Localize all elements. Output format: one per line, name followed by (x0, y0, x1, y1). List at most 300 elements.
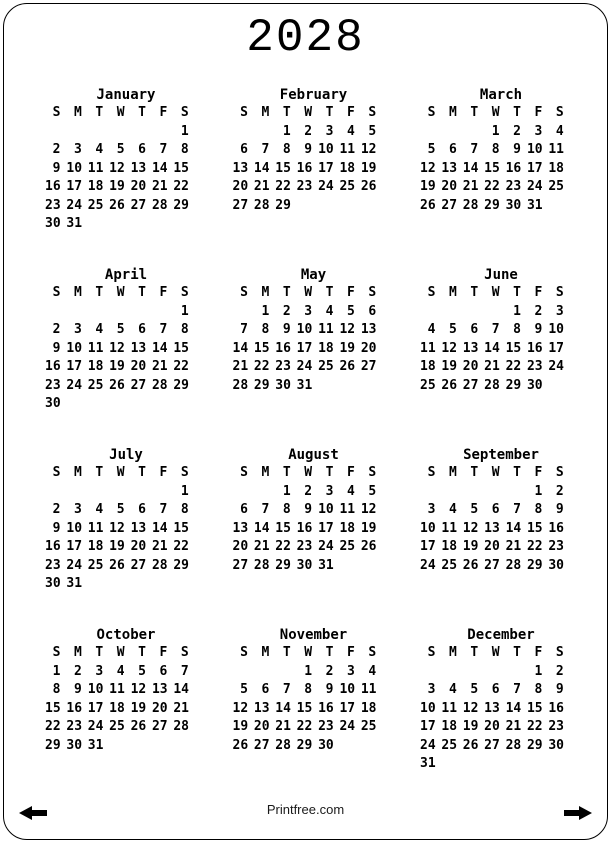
weekday-header-cell: T (282, 465, 291, 480)
day-cell: 28 (253, 557, 270, 573)
day-cell: 13 (130, 340, 147, 356)
weekday-header-row (233, 284, 383, 303)
day-cell: 3 (427, 682, 436, 697)
day-cell: 2 (555, 483, 564, 499)
empty-day-cell (463, 663, 484, 682)
day-cell: 11 (441, 520, 458, 536)
day-cell: 18 (441, 719, 458, 734)
week-row (420, 340, 570, 359)
day-cell: 22 (275, 179, 291, 194)
week-row (45, 557, 195, 576)
day-cell: 5 (368, 483, 377, 499)
day-cell: 7 (282, 682, 291, 697)
empty-day-cell (361, 377, 382, 396)
day-cell: 3 (325, 483, 334, 499)
week-row (420, 663, 570, 682)
day-cell: 1 (304, 663, 313, 679)
day-cell: 15 (45, 700, 61, 716)
day-cell: 13 (232, 160, 249, 176)
day-cell: 17 (420, 539, 436, 554)
weekday-header-cell: S (240, 465, 248, 480)
week-row (233, 663, 383, 682)
day-cell: 19 (109, 179, 125, 194)
week-row (233, 178, 383, 197)
week-row (45, 160, 195, 179)
day-cell: 18 (318, 340, 334, 356)
day-cell: 22 (173, 359, 189, 374)
empty-day-cell (173, 395, 194, 414)
day-cell: 7 (513, 502, 521, 517)
day-cell: 4 (95, 322, 104, 337)
empty-day-cell (131, 303, 152, 322)
day-cell: 28 (484, 377, 500, 393)
day-cell: 26 (109, 197, 125, 213)
month-title: April (104, 267, 148, 283)
day-cell: 24 (420, 557, 436, 573)
week-row (45, 483, 195, 502)
day-cell: 20 (130, 539, 147, 554)
week-row (233, 520, 383, 539)
day-cell: 24 (526, 179, 543, 194)
day-cell: 30 (526, 377, 543, 393)
day-cell: 20 (253, 719, 270, 734)
day-cell: 8 (282, 502, 291, 517)
day-cell: 8 (534, 502, 543, 517)
empty-day-cell (548, 755, 569, 774)
day-cell: 10 (296, 322, 313, 337)
empty-day-cell (361, 737, 382, 756)
day-cell: 10 (318, 142, 334, 157)
month-title: March (479, 87, 523, 103)
weekday-header-cell: W (116, 645, 125, 660)
day-cell: 11 (420, 340, 436, 356)
day-cell: 6 (368, 303, 377, 319)
weekday-header-cell: T (138, 465, 146, 480)
day-cell: 9 (555, 502, 564, 517)
day-cell: 5 (427, 142, 436, 157)
week-row (45, 197, 195, 216)
day-cell: 26 (360, 539, 377, 554)
day-cell: 11 (87, 520, 104, 536)
weekday-header-cell: T (138, 645, 146, 660)
weekday-header-cell: T (325, 105, 334, 120)
empty-day-cell (45, 483, 66, 502)
empty-day-cell (339, 377, 360, 396)
empty-day-cell (66, 483, 87, 502)
day-cell: 9 (52, 340, 61, 356)
day-cell: 18 (87, 359, 104, 374)
right-arrow-icon (564, 806, 592, 820)
empty-day-cell (45, 303, 66, 322)
empty-day-cell (152, 575, 173, 594)
weekday-header-cell: M (73, 465, 82, 480)
day-cell: 21 (505, 719, 522, 734)
day-cell: 5 (470, 682, 479, 697)
day-cell: 29 (484, 197, 500, 213)
day-cell: 30 (66, 737, 83, 753)
day-cell: 18 (548, 160, 564, 176)
day-cell: 7 (261, 502, 270, 517)
week-row (233, 483, 383, 502)
day-cell: 7 (261, 142, 270, 157)
day-cell: 22 (275, 539, 291, 554)
day-cell: 6 (448, 142, 457, 157)
day-cell: 8 (282, 142, 291, 157)
week-row (420, 681, 570, 700)
day-cell: 13 (462, 340, 479, 356)
day-cell: 26 (109, 377, 125, 393)
day-cell: 8 (513, 322, 521, 337)
day-cell: 6 (138, 322, 146, 337)
day-cell: 28 (462, 197, 479, 213)
empty-day-cell (463, 123, 484, 142)
next-year-button[interactable] (564, 806, 592, 820)
empty-day-cell (173, 737, 194, 756)
empty-day-cell (173, 575, 194, 594)
day-cell: 9 (282, 322, 291, 337)
day-cell: 16 (296, 520, 313, 536)
day-cell: 24 (339, 719, 356, 734)
empty-day-cell (109, 303, 130, 322)
weekday-header-cell: F (534, 105, 543, 120)
day-cell: 22 (526, 539, 543, 554)
day-cell: 13 (484, 520, 500, 536)
day-cell: 29 (173, 197, 189, 213)
day-cell: 16 (548, 700, 564, 716)
day-cell: 2 (304, 123, 313, 139)
day-cell: 2 (52, 502, 61, 517)
day-cell: 9 (73, 682, 82, 697)
day-cell: 3 (73, 142, 82, 157)
day-cell: 14 (462, 160, 479, 176)
day-cell: 4 (555, 123, 564, 139)
day-cell: 9 (555, 682, 564, 697)
day-cell: 2 (282, 303, 291, 319)
day-cell: 25 (441, 557, 458, 573)
weekday-header-cell: T (282, 645, 291, 660)
day-cell: 13 (441, 160, 458, 176)
day-cell: 5 (240, 682, 248, 697)
empty-day-cell (548, 197, 569, 216)
month-title: February (279, 87, 348, 103)
day-cell: 26 (462, 557, 479, 573)
day-cell: 8 (52, 682, 61, 697)
empty-day-cell (233, 123, 254, 142)
day-cell: 8 (534, 682, 543, 697)
empty-day-cell (88, 303, 109, 322)
day-cell: 18 (87, 179, 104, 194)
weekday-header-cell: M (448, 645, 457, 660)
weekday-header-cell: W (304, 465, 313, 480)
day-cell: 27 (360, 359, 377, 374)
day-cell: 1 (180, 303, 189, 319)
day-cell: 13 (151, 682, 168, 697)
weekday-header-cell: F (159, 645, 168, 660)
empty-day-cell (339, 557, 360, 576)
day-cell: 22 (253, 359, 270, 374)
weekday-header-cell: T (513, 645, 521, 660)
day-cell: 1 (282, 483, 291, 499)
day-cell: 25 (548, 179, 564, 194)
day-cell: 6 (470, 322, 479, 337)
weekday-header-row (420, 104, 570, 123)
day-cell: 6 (491, 502, 500, 517)
week-row (45, 700, 195, 719)
empty-day-cell (152, 737, 173, 756)
empty-day-cell (361, 557, 382, 576)
empty-day-cell (152, 123, 173, 142)
day-cell: 6 (159, 663, 168, 679)
week-row (233, 557, 383, 576)
weekday-header-cell: M (261, 465, 270, 480)
day-cell: 18 (339, 160, 356, 176)
day-cell: 22 (173, 539, 189, 554)
day-cell: 11 (441, 700, 458, 716)
empty-day-cell (484, 663, 505, 682)
day-cell: 12 (109, 160, 125, 176)
day-cell: 18 (360, 700, 377, 716)
day-cell: 29 (526, 557, 543, 573)
week-row (233, 737, 383, 756)
day-cell: 10 (66, 160, 83, 176)
empty-day-cell (131, 483, 152, 502)
day-cell: 2 (325, 663, 334, 679)
week-row (420, 321, 570, 340)
day-cell: 21 (484, 359, 500, 374)
day-cell: 21 (462, 179, 479, 194)
day-cell: 10 (548, 322, 564, 337)
day-cell: 17 (296, 340, 313, 356)
day-cell: 13 (130, 520, 147, 536)
month-title: August (288, 447, 339, 463)
week-row (420, 538, 570, 557)
month-december (420, 626, 570, 806)
day-cell: 16 (66, 700, 83, 716)
day-cell: 13 (232, 520, 249, 536)
day-cell: 1 (513, 303, 521, 319)
week-row (233, 718, 383, 737)
empty-day-cell (66, 303, 87, 322)
day-cell: 15 (526, 700, 543, 716)
day-cell: 24 (296, 359, 313, 374)
week-row (233, 538, 383, 557)
weekday-header-cell: T (282, 105, 291, 120)
day-cell: 25 (109, 719, 125, 734)
day-cell: 27 (462, 377, 479, 393)
day-cell: 12 (360, 142, 377, 157)
day-cell: 8 (180, 502, 189, 517)
day-cell: 30 (45, 396, 61, 411)
empty-day-cell (152, 215, 173, 234)
weekday-header-cell: S (240, 105, 248, 120)
month-title: December (467, 627, 535, 643)
empty-day-cell (109, 123, 130, 142)
weekday-header-row (45, 284, 195, 303)
day-cell: 5 (116, 142, 125, 157)
day-cell: 23 (548, 719, 564, 734)
day-cell: 5 (116, 502, 125, 517)
day-cell: 11 (360, 682, 377, 697)
weekday-header-cell: T (470, 105, 479, 120)
day-cell: 31 (420, 756, 436, 771)
weekday-header-cell: W (116, 105, 125, 120)
day-cell: 15 (173, 340, 189, 356)
weekday-header-cell: F (159, 105, 168, 120)
day-cell: 25 (87, 557, 104, 573)
day-cell: 27 (130, 197, 147, 213)
empty-day-cell (66, 395, 87, 414)
day-cell: 20 (151, 700, 168, 716)
day-cell: 4 (325, 303, 334, 319)
day-cell: 8 (180, 142, 189, 157)
weekday-header-cell: T (470, 285, 479, 300)
week-row (420, 755, 570, 774)
week-row (45, 501, 195, 520)
day-cell: 2 (52, 322, 61, 337)
day-cell: 17 (420, 719, 436, 734)
week-row (45, 663, 195, 682)
day-cell: 20 (360, 340, 377, 356)
day-cell: 17 (548, 340, 564, 356)
day-cell: 16 (45, 359, 61, 374)
day-cell: 27 (130, 377, 147, 393)
day-cell: 5 (448, 322, 457, 337)
day-cell: 25 (87, 197, 104, 213)
day-cell: 1 (261, 303, 270, 319)
weekday-header-cell: S (52, 465, 61, 480)
day-cell: 29 (275, 557, 291, 573)
weekday-header-cell: M (73, 645, 82, 660)
week-row (45, 718, 195, 737)
week-row (420, 358, 570, 377)
week-row (420, 377, 570, 396)
weekday-header-cell: M (261, 105, 270, 120)
day-cell: 16 (318, 700, 334, 716)
empty-day-cell (66, 123, 87, 142)
empty-day-cell (441, 663, 462, 682)
weekday-header-cell: M (73, 105, 82, 120)
day-cell: 10 (87, 682, 104, 697)
week-row (45, 520, 195, 539)
day-cell: 27 (484, 737, 500, 753)
weekday-header-row (45, 464, 195, 483)
day-cell: 28 (151, 377, 168, 393)
day-cell: 3 (95, 663, 104, 679)
month-march (420, 86, 570, 266)
weekday-header-cell: M (448, 285, 457, 300)
month-may (233, 266, 383, 446)
weekday-header-cell: F (347, 645, 355, 660)
weekday-header-cell: S (52, 105, 61, 120)
day-cell: 25 (318, 359, 334, 374)
empty-day-cell (45, 123, 66, 142)
empty-day-cell (339, 197, 360, 216)
week-row (420, 700, 570, 719)
day-cell: 21 (151, 179, 168, 194)
day-cell: 4 (347, 123, 355, 139)
weekday-header-cell: M (448, 105, 457, 120)
day-cell: 6 (240, 142, 248, 157)
week-row (233, 681, 383, 700)
day-cell: 30 (45, 216, 61, 231)
day-cell: 1 (180, 123, 189, 139)
weekday-header-cell: S (52, 285, 61, 300)
empty-day-cell (173, 215, 194, 234)
weekday-header-row (233, 644, 383, 663)
day-cell: 23 (45, 557, 61, 573)
day-cell: 6 (240, 502, 248, 517)
day-cell: 2 (534, 303, 543, 319)
week-row (45, 215, 195, 234)
empty-day-cell (484, 303, 505, 322)
day-cell: 28 (151, 197, 168, 213)
week-row (233, 377, 383, 396)
day-cell: 18 (339, 520, 356, 536)
day-cell: 3 (73, 322, 82, 337)
weekday-header-cell: S (555, 105, 564, 120)
day-cell: 13 (253, 700, 270, 716)
day-cell: 20 (232, 539, 249, 554)
day-cell: 23 (45, 377, 61, 393)
day-cell: 16 (505, 160, 522, 176)
day-cell: 20 (130, 179, 147, 194)
day-cell: 27 (151, 719, 168, 734)
day-cell: 6 (138, 142, 146, 157)
day-cell: 19 (462, 539, 479, 554)
week-row (420, 718, 570, 737)
day-cell: 5 (368, 123, 377, 139)
day-cell: 25 (441, 737, 458, 753)
month-title: November (279, 627, 348, 643)
weekday-header-cell: T (138, 285, 146, 300)
day-cell: 31 (66, 576, 83, 591)
weekday-header-cell: T (513, 465, 521, 480)
day-cell: 22 (296, 719, 313, 734)
empty-day-cell (233, 483, 254, 502)
day-cell: 14 (505, 520, 522, 536)
day-cell: 7 (159, 502, 168, 517)
week-row (233, 303, 383, 322)
day-cell: 23 (548, 539, 564, 554)
day-cell: 15 (484, 160, 500, 176)
empty-day-cell (420, 303, 441, 322)
weekday-header-row (45, 644, 195, 663)
day-cell: 14 (275, 700, 291, 716)
day-cell: 19 (339, 340, 356, 356)
empty-day-cell (131, 123, 152, 142)
day-cell: 9 (304, 142, 313, 157)
day-cell: 13 (360, 322, 377, 337)
day-cell: 27 (232, 197, 249, 213)
day-cell: 24 (318, 179, 334, 194)
day-cell: 4 (116, 663, 125, 679)
day-cell: 18 (87, 539, 104, 554)
day-cell: 18 (441, 539, 458, 554)
empty-day-cell (254, 123, 275, 142)
week-row (45, 141, 195, 160)
week-row (233, 501, 383, 520)
empty-day-cell (131, 575, 152, 594)
day-cell: 2 (73, 663, 82, 679)
day-cell: 9 (52, 520, 61, 536)
day-cell: 11 (339, 502, 356, 517)
week-row (233, 123, 383, 142)
day-cell: 1 (491, 123, 500, 139)
empty-day-cell (463, 483, 484, 502)
day-cell: 5 (138, 663, 146, 679)
weekday-header-row (420, 464, 570, 483)
day-cell: 9 (534, 322, 543, 337)
